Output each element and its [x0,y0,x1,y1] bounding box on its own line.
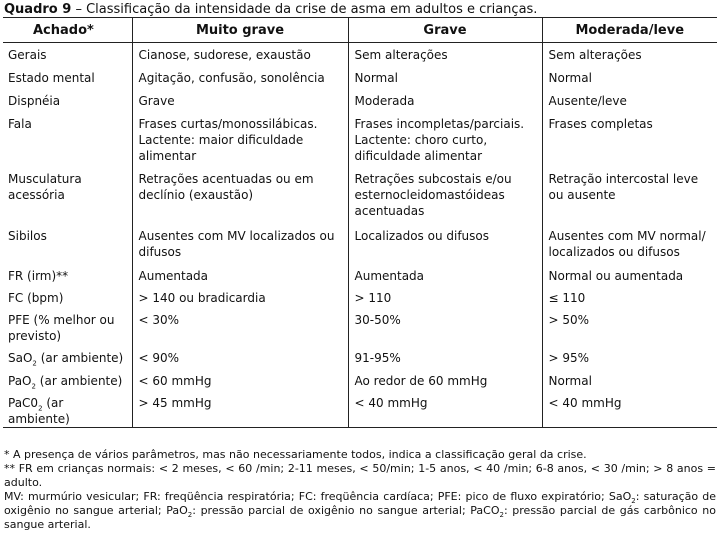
achado-text: SaO [8,350,33,365]
cell-achado: FR (irm)** [8,268,69,283]
cell-muito-grave: > 140 ou bradicardia [132,286,348,308]
cell-achado: Gerais [8,48,47,62]
title-separator: – [71,2,87,17]
achado-text: PaC0 [8,395,39,410]
header-muito-grave: Muito grave [132,18,348,43]
abbrev-subscript: 2 [187,511,193,520]
table-row [3,112,717,167]
table-row [3,346,717,369]
cell-grave: Localizados ou difusos [348,224,542,264]
cell-achado: PFE (% melhor ou previsto) [8,312,115,343]
cell-moderada-leve: > 95% [542,346,717,369]
abbrev-text: MV: murmúrio vesicular; FR: freqüência respiratória; FC: freqüência cardíaca; PFE: pico de fluxo expiratório; SaO [4,490,632,503]
cell-moderada-leve: ≤ 110 [542,286,717,308]
cell-grave: < 40 mmHg [348,391,542,428]
figure-title [4,2,537,17]
cell-moderada-leve: Frases completas [542,112,717,167]
cell-moderada-leve: Normal [542,66,717,89]
footnote-1: * A presença de vários parâmetros, mas não necessariamente todos, indica a classificação geral da crise. [4,448,587,461]
cell-grave: 91-95% [348,346,542,369]
cell-achado: Dispnéia [8,93,61,108]
table-row [3,43,717,66]
cell-moderada-leve: Sem alterações [542,43,717,66]
abbreviations-note [4,490,716,532]
achado-text-rest: (ar ambiente) [8,395,70,426]
cell-achado: Musculatura acessória [8,171,82,202]
cell-grave: Normal [348,66,542,89]
abbrev-text: : pressão parcial de gás carbônico no sangue arterial. [4,504,716,531]
cell-muito-grave: Cianose, sudorese, exaustão [132,43,348,66]
header-grave: Grave [348,18,542,43]
cell-moderada-leve: > 50% [542,308,717,346]
header-achado: Achado* [3,18,132,43]
footnotes [4,448,716,532]
table-row [3,369,717,391]
header-row [3,18,717,43]
table-row [3,89,717,112]
abbrev-text: : pressão parcial de oxigênio no sangue arterial; PaCO [192,504,500,517]
cell-muito-grave: Ausentes com MV localizados ou difusos [132,224,348,264]
cell-muito-grave: < 90% [132,346,348,369]
table-row [3,264,717,286]
cell-grave: Frases incompletas/parciais. Lactente: choro curto, dificuldade alimentar [348,112,542,167]
table-row [3,66,717,89]
abbrev-text: : saturação de oxigênio no sangue arterial; PaO [4,490,716,517]
abbrev-subscript: 2 [499,511,504,520]
cell-moderada-leve: < 40 mmHg [542,391,717,428]
cell-moderada-leve: Ausentes com MV normal/ localizados ou difusos [542,224,717,264]
table-row [3,308,717,346]
cell-achado: Sibilos [8,228,47,243]
cell-grave: Retrações subcostais e/ou esternocleidomastóideas acentuadas [348,167,542,224]
abbrev-subscript: 2 [631,497,636,506]
table-row [3,224,717,264]
figure-label: Quadro 9 [4,2,72,17]
cell-moderada-leve: Retração intercostal leve ou ausente [542,167,717,224]
achado-text-rest: (ar ambiente) [36,350,124,365]
cell-achado [3,391,132,428]
cell-achado: Fala [8,116,32,131]
cell-grave: Sem alterações [348,43,542,66]
cell-grave: 30-50% [348,308,542,346]
cell-muito-grave: Agitação, confusão, sonolência [132,66,348,89]
achado-text-rest: (ar ambiente) [35,373,123,388]
cell-moderada-leve: Ausente/leve [542,89,717,112]
cell-achado: FC (bpm) [8,290,64,305]
cell-muito-grave: < 60 mmHg [132,369,348,391]
achado-subscript: 2 [31,381,36,390]
cell-grave: Aumentada [348,264,542,286]
achado-subscript: 2 [32,358,37,367]
cell-grave: Moderada [348,89,542,112]
cell-muito-grave: Grave [132,89,348,112]
footnote-2: ** FR em crianças normais: < 2 meses, < 60 /min; 2-11 meses, < 50/min; 1-5 anos, < 40 /min; 6-8 anos, < 30 /min; > 8 anos = adulto. [4,462,716,489]
cell-moderada-leve: Normal [542,369,717,391]
cell-muito-grave: < 30% [132,308,348,346]
cell-muito-grave: Aumentada [132,264,348,286]
achado-subscript: 2 [38,403,43,412]
cell-achado: Estado mental [8,70,95,85]
cell-muito-grave: > 45 mmHg [132,391,348,428]
cell-muito-grave: Retrações acentuadas ou em declínio (exaustão) [132,167,348,224]
cell-muito-grave: Frases curtas/monossilábicas. Lactente: maior dificuldade alimentar [132,112,348,167]
table-row [3,167,717,224]
table-row [3,391,717,428]
cell-moderada-leve: Normal ou aumentada [542,264,717,286]
cell-achado [3,346,132,369]
cell-grave: Ao redor de 60 mmHg [348,369,542,391]
achado-text: PaO [8,373,32,388]
figure-caption: Classificação da intensidade da crise de asma em adultos e crianças. [86,2,538,17]
table-row [3,286,717,308]
asthma-severity-table [3,17,717,428]
cell-grave: > 110 [348,286,542,308]
cell-achado [3,369,132,391]
header-moderada-leve: Moderada/leve [542,18,717,43]
